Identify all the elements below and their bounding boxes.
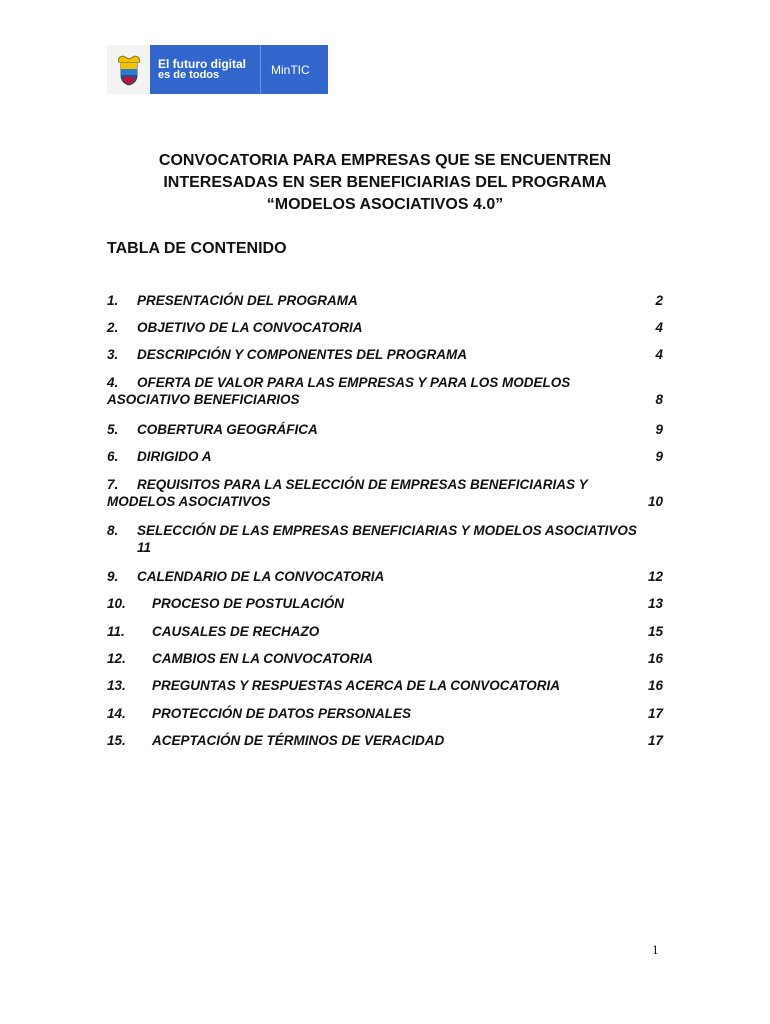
document-title [107,150,663,216]
toc-entry-text: COBERTURA GEOGRÁFICA [137,422,318,437]
toc-entry-page: 4 [655,347,663,362]
toc-entry-number: 3. [107,347,119,362]
title-line3: “MODELOS ASOCIATIVOS 4.0” [266,196,504,213]
toc-entry-page: 15 [647,624,663,639]
toc-entry-text: PRESENTACIÓN DEL PROGRAMA [137,293,358,308]
toc-entry-number: 15. [107,733,126,748]
toc-entry-page: 2 [655,293,663,308]
toc-entry-page: 4 [655,320,663,335]
logo-slogan-line2: es de todos [158,69,220,81]
toc-entry-number: 11. [107,624,125,639]
toc-entry-text: 4. OFERTA DE VALOR PARA LAS EMPRESAS Y PARA LOS MODELOS [107,375,571,390]
toc-entry-text: PREGUNTAS Y RESPUESTAS ACERCA DE LA CONVOCATORIA [152,678,561,693]
toc-entry-number: 14. [107,706,126,721]
toc-entry-text: PROTECCIÓN DE DATOS PERSONALES [152,706,412,721]
title-line1: CONVOCATORIA PARA EMPRESAS QUE SE ENCUENTREN [158,152,612,169]
toc-entry-number: 12. [107,651,126,666]
toc-entry-text: DIRIGIDO A [137,449,212,464]
toc-entry-page: 10 [647,494,663,509]
toc-entry-text: OBJETIVO DE LA CONVOCATORIA [137,320,363,335]
toc-entry-number: 10. [107,596,126,611]
toc-entry-text: 7. REQUISITOS PARA LA SELECCIÓN DE EMPRESAS BENEFICIARIAS Y [107,477,588,492]
toc-entry-text: PROCESO DE POSTULACIÓN [152,596,345,611]
toc-entry-text: 8. SELECCIÓN DE LAS EMPRESAS BENEFICIARIAS Y MODELOS ASOCIATIVOS [107,523,637,538]
toc-entry-page: 9 [655,422,663,437]
mintic-logo [107,45,328,94]
toc-entry-page: 12 [647,569,663,584]
toc-entry-page: 13 [647,596,663,611]
toc-entry-text: ACEPTACIÓN DE TÉRMINOS DE VERACIDAD [152,733,445,748]
coat-of-arms-icon [107,45,150,94]
logo-slogan [150,45,260,94]
toc-entry-number: 1. [107,293,119,308]
toc-entry-text: CALENDARIO DE LA CONVOCATORIA [137,569,385,584]
title-line2: INTERESADAS EN SER BENEFICIARIAS DEL PROGRAMA [163,174,607,191]
toc-entry-number: 13. [107,678,126,693]
toc-entry-page: 16 [647,651,663,666]
logo-slogan-line1: El futuro digital [158,57,246,71]
logo-brand: MinTIC [260,45,328,94]
toc-entry-page: 8 [655,392,663,407]
toc-entry-page: 11 [137,540,152,555]
toc-entry-page: 17 [647,733,663,748]
toc-heading: TABLA DE CONTENIDO [107,240,287,257]
toc-entry-page: 9 [655,449,663,464]
toc-entry-text: CAUSALES DE RECHAZO [152,624,320,639]
toc-entry-text: DESCRIPCIÓN Y COMPONENTES DEL PROGRAMA [137,347,468,362]
toc-entry-number: 9. [107,569,119,584]
toc-entry-text-continued: ASOCIATIVO BENEFICIARIOS [107,392,300,407]
toc-entry-number: 6. [107,449,119,464]
toc-entry-page: 17 [647,706,663,721]
toc-entry-number: 2. [107,320,119,335]
toc-entry-page: 16 [647,678,663,693]
toc-entry-text: CAMBIOS EN LA CONVOCATORIA [152,651,374,666]
page-number: 1 [652,942,659,957]
toc-entry-number: 5. [107,422,119,437]
toc-entry-text-continued: MODELOS ASOCIATIVOS [107,494,271,509]
